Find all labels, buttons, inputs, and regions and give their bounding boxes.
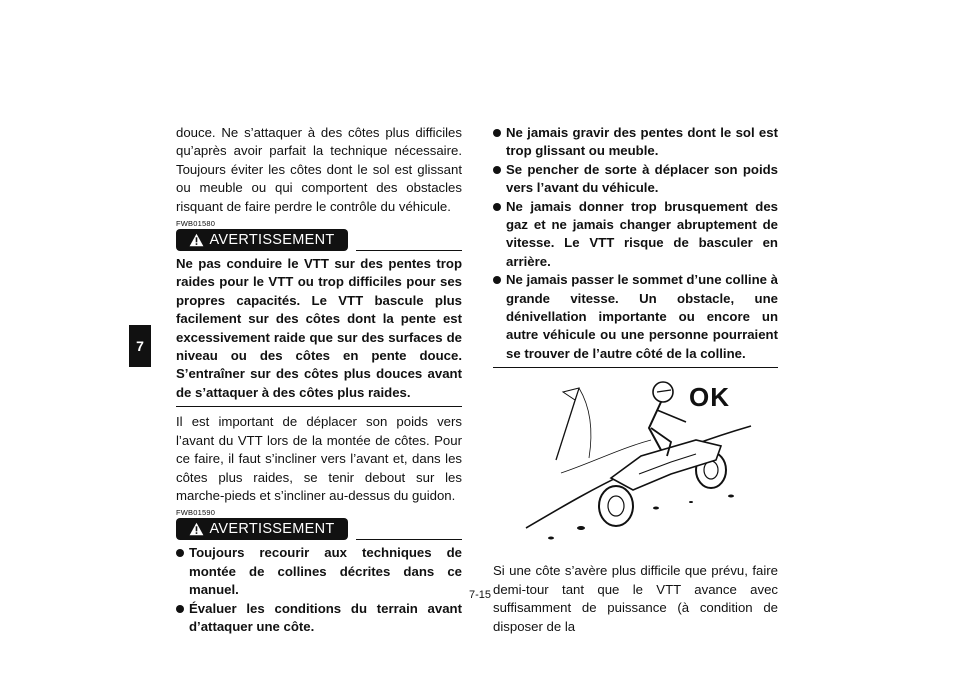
left-column [176,124,462,636]
intro-paragraph: douce. Ne s’attaquer à des côtes plus difficiles qu’après avoir parfait la technique nécessaire. Toujours éviter les côtes dont le sol est glissant ou meuble ou qui comportent des obstacles risquant de faire perdre le contrôle du véhicule. [176,125,462,214]
page-number: 7-15 [468,589,492,601]
bullet-dot-icon [493,203,501,211]
bullet-dot-icon [493,276,501,284]
right-column [493,124,778,636]
warning2-badge [176,518,348,540]
bullet-dot-icon [493,129,501,137]
warning2-header [176,518,462,540]
ok-label: OK [689,382,730,413]
bullet-text: Se pencher de sorte à déplacer son poids vers l’avant du véhicule. [506,161,778,196]
turnaround-paragraph: Si une côte s’avère plus difficile que prévu, faire demi-tour tant que le VTT avance avec suffisamment de puissance (à condition de disposer de la [493,563,778,634]
bullet-dot-icon [493,166,501,174]
chapter-number: 7 [136,338,144,354]
right-bullet [493,161,778,198]
warning1-badge [176,229,348,251]
bullet-text: Ne jamais gravir des pentes dont le sol est trop glissant ou meuble. [506,125,778,159]
warning-triangle-icon [189,233,204,247]
weight-paragraph: Il est important de déplacer son poids vers l’avant du VTT lors de la montée de côtes. Pour ce faire, il faut s’incliner vers l’avant et, dans les côtes plus raides, se tenir debout sur les marche-pieds et s’incliner au-dessus du guidon. [176,414,462,503]
warning1-code: FWB01580 [176,219,216,229]
warning1-label: AVERTISSEMENT [209,231,335,248]
warning2-bullets [176,544,462,636]
warning1-rule [356,250,462,251]
right-bullets [493,124,778,368]
bullet-text: Toujours recourir aux techniques de montée de collines décrites dans ce manuel. [189,545,462,598]
bullet-dot-icon [176,605,184,613]
warning2-label: AVERTISSEMENT [209,521,335,538]
bullet-text: Évaluer les conditions du terrain avant d’attaquer une côte. [189,600,462,634]
right-bullet [493,198,778,272]
warning1-text: Ne pas conduire le VTT sur des pentes trop raides pour le VTT ou trop difficiles pour ses propres capacités. Le VTT bascule plus facilement sur des côtes dont la pente est excessivement raide que sur des surfaces de niveau ou des côtes en pente douce. S’entraîner sur des côtes plus douces avant de s’attaquer à des côtes plus raides. [176,255,462,407]
warning-triangle-icon [189,522,204,536]
warning2-rule [356,539,462,540]
bullet-text: Ne jamais donner trop brusquement des gaz et ne jamais changer abruptement de vitesse. Le VTT risque de basculer en arrière. [506,198,778,269]
right-bullet [493,124,778,161]
warning2-code: FWB01590 [176,508,216,518]
right-bullet [493,271,778,363]
warning1-header [176,229,462,251]
warning2-bullet [176,544,462,599]
chapter-tab [129,325,151,367]
warning2-bullet [176,600,462,637]
bullet-text: Ne jamais passer le sommet d’une colline à grande vitesse. Un obstacle, une dénivellation importante ou encore un autre véhicule ou une personne pourraient se trouver de l’autre côté de la colline. [506,272,778,361]
bullet-dot-icon [176,549,184,557]
atv-hill-illustration [493,378,778,548]
